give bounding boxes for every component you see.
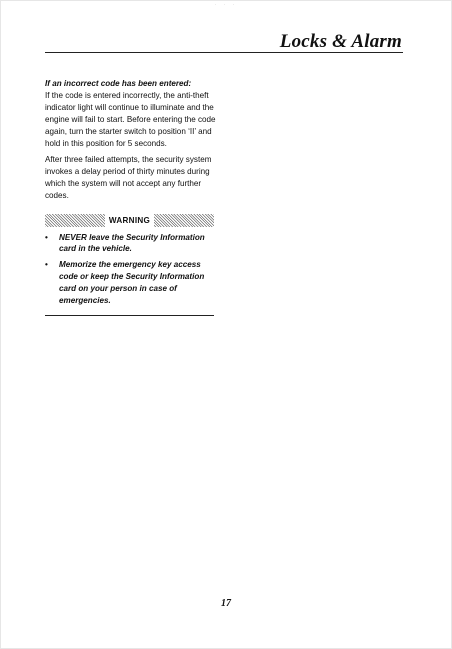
bullet-icon: • bbox=[45, 232, 48, 242]
section-subheading: If an incorrect code has been entered: bbox=[45, 79, 192, 88]
header-rule bbox=[45, 52, 403, 53]
bullet-icon: • bbox=[45, 260, 48, 270]
warning-banner bbox=[45, 214, 214, 227]
main-content bbox=[45, 78, 217, 316]
warning-item-text: Memorize the emergency key access code or keep the Security Information card on your person in case of emergencies. bbox=[59, 260, 205, 306]
warning-end-rule bbox=[45, 315, 214, 316]
page-number: 17 bbox=[221, 598, 231, 609]
warning-item bbox=[45, 259, 217, 307]
page-title: Locks & Alarm bbox=[279, 31, 402, 52]
body-paragraph-1: If the code is entered incorrectly, the anti-theft indicator light will continue to illuminate and the engine will fail to start. Before entering the code again, turn the starter switch to position ‘II’ and hold in this position for 5 seconds. bbox=[45, 90, 216, 148]
warning-label: WARNING bbox=[105, 214, 154, 227]
warning-item bbox=[45, 232, 217, 256]
warning-list bbox=[45, 232, 217, 307]
body-paragraph-2: After three failed attempts, the security system invokes a delay period of thirty minutes during which the system will not accept any further codes. bbox=[45, 154, 212, 200]
warning-item-text: NEVER leave the Security Information card in the vehicle. bbox=[59, 232, 205, 254]
top-registration-marks: · · · bbox=[214, 2, 238, 8]
